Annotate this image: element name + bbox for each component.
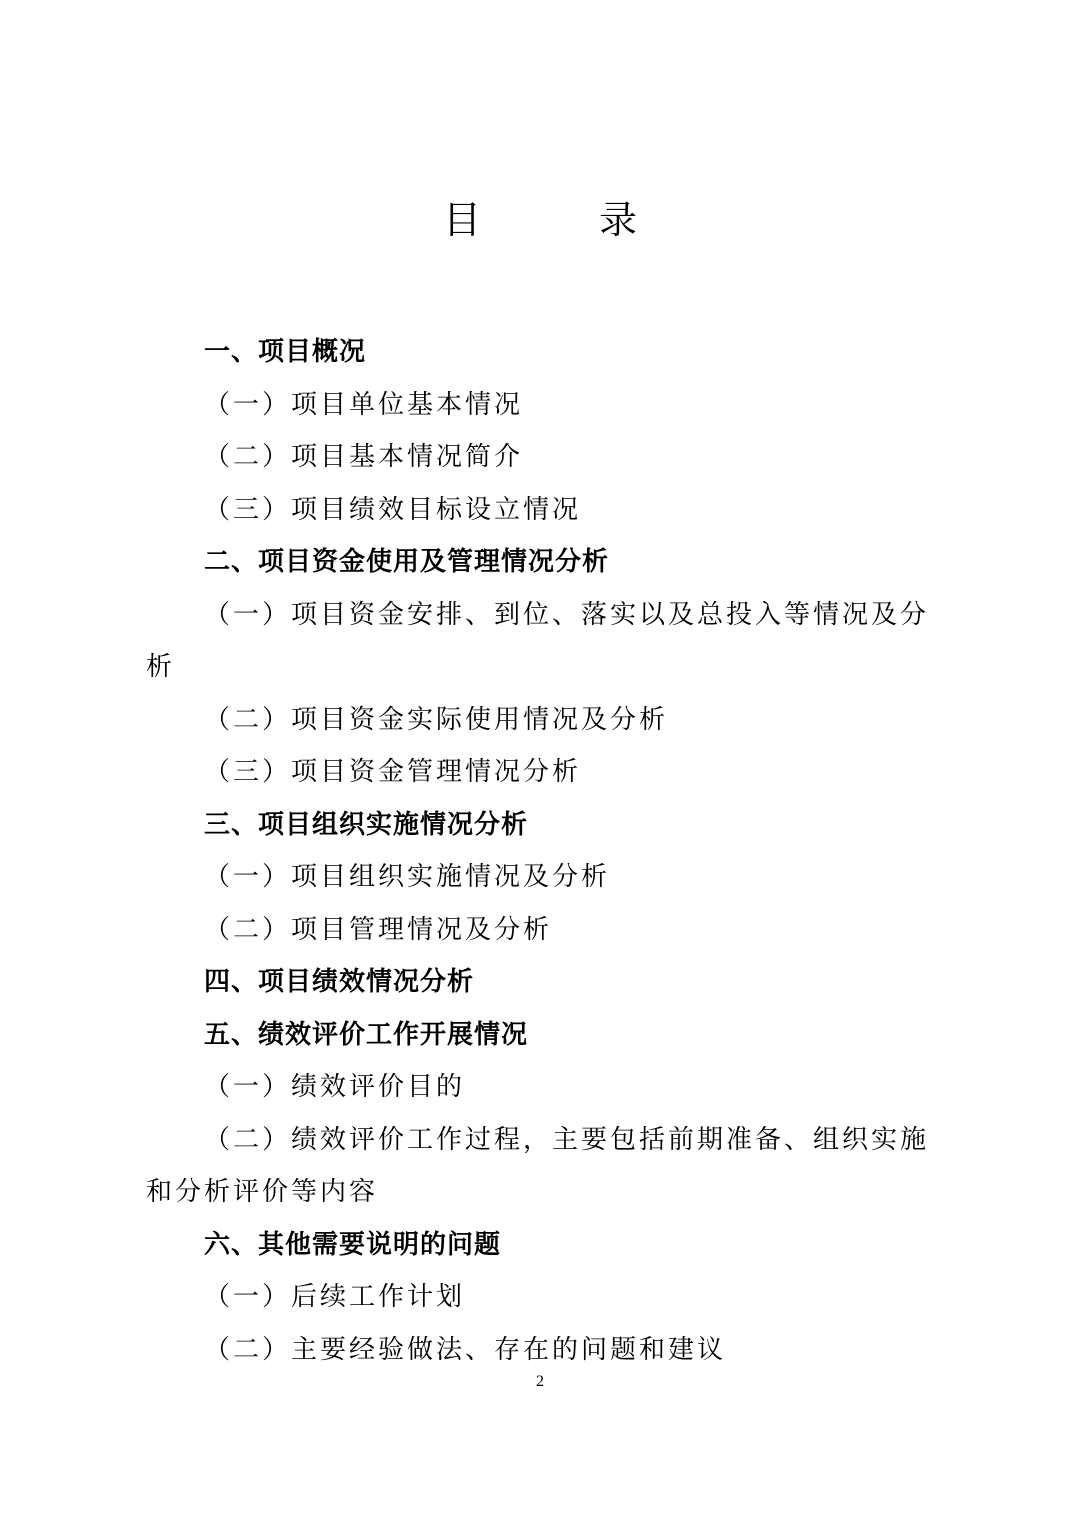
toc-subheading: （二）项目基本情况简介: [204, 442, 524, 472]
toc-heading: 五、绩效评价工作开展情况: [204, 1019, 529, 1050]
toc-subheading: （二）项目管理情况及分析: [204, 914, 553, 945]
toc-subheading: （三）项目资金管理情况分析: [204, 757, 582, 787]
toc-subheading: （一）项目组织实施情况及分析: [204, 862, 611, 892]
toc-subheading: （三）项目绩效目标设立情况: [204, 494, 582, 525]
toc-subheading: （一）绩效评价目的: [204, 1072, 466, 1102]
toc-subheading: （一）项目单位基本情况: [204, 389, 524, 420]
toc-subheading: （一）项目资金安排、到位、落实以及总投入等情况及分: [204, 599, 930, 630]
page-title: 目 录: [442, 198, 677, 242]
toc-heading: 三、项目组织实施情况分析: [204, 809, 529, 840]
toc-heading: 六、其他需要说明的问题: [204, 1229, 502, 1260]
toc-heading: 二、项目资金使用及管理情况分析: [204, 547, 610, 577]
table-of-contents: [146, 326, 946, 1376]
toc-subheading: （二）绩效评价工作过程，主要包括前期准备、组织实施: [204, 1124, 930, 1155]
toc-heading: 四、项目绩效情况分析: [204, 967, 475, 997]
toc-subheading: （一）后续工作计划: [204, 1282, 466, 1312]
toc-heading: 一、项目概况: [204, 337, 367, 367]
page-number: 2: [536, 1373, 544, 1390]
toc-continuation: 和分析评价等内容: [146, 1177, 379, 1207]
toc-subheading: （二）项目资金实际使用情况及分析: [204, 704, 669, 735]
toc-continuation: 析: [146, 652, 176, 682]
toc-subheading: （二）主要经验做法、存在的问题和建议: [204, 1334, 727, 1365]
